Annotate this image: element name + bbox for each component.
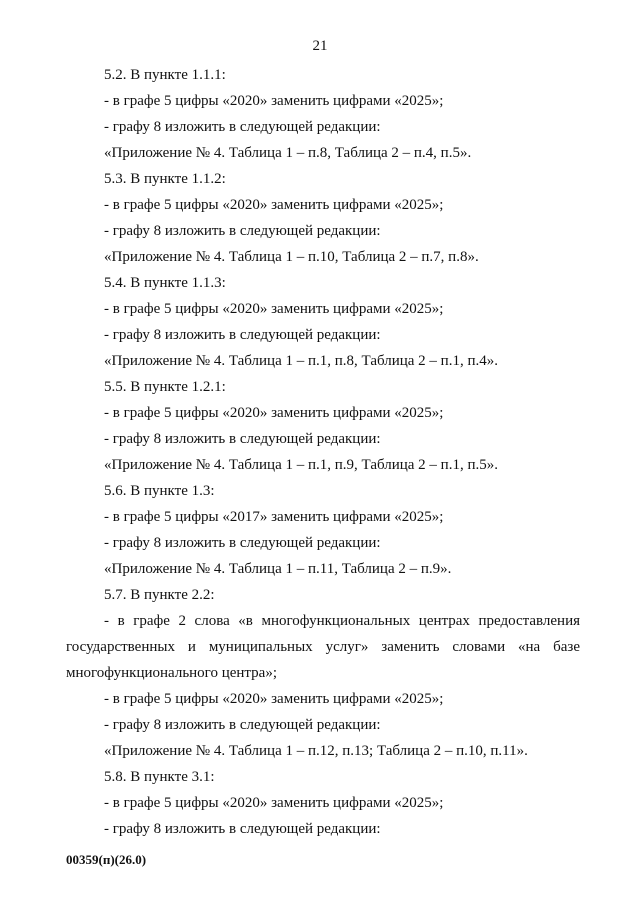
item-heading: 5.6. В пункте 1.3:: [104, 483, 215, 499]
list-item: - в графе 5 цифры «2020» заменить цифрами «2025»;: [104, 93, 444, 109]
quoted-reference: «Приложение № 4. Таблица 1 – п.11, Таблица 2 – п.9».: [104, 561, 452, 577]
paragraph-5-7-text: - в графе 2 слова «в многофункциональных центрах предоставления государственных и муниципальных услуг» заменить словами «на базе многофункционального центра»;: [66, 613, 580, 681]
quoted-reference: «Приложение № 4. Таблица 1 – п.10, Таблица 2 – п.7, п.8».: [104, 249, 479, 265]
quoted-reference: «Приложение № 4. Таблица 1 – п.12, п.13; Таблица 2 – п.10, п.11».: [104, 743, 528, 759]
list-item: - в графе 5 цифры «2020» заменить цифрами «2025»;: [104, 691, 444, 707]
list-item: - графу 8 изложить в следующей редакции:: [104, 119, 381, 135]
list-item: - графу 8 изложить в следующей редакции:: [104, 431, 381, 447]
list-item: - в графе 5 цифры «2020» заменить цифрами «2025»;: [104, 795, 444, 811]
list-item: - графу 8 изложить в следующей редакции:: [104, 717, 381, 733]
item-heading: 5.5. В пункте 1.2.1:: [104, 379, 226, 395]
list-item: - графу 8 изложить в следующей редакции:: [104, 327, 381, 343]
item-heading: 5.7. В пункте 2.2:: [104, 587, 215, 603]
document-code: 00359(п)(26.0): [66, 852, 147, 867]
list-item: - в графе 5 цифры «2017» заменить цифрами «2025»;: [104, 509, 444, 525]
list-item: - в графе 5 цифры «2020» заменить цифрами «2025»;: [104, 405, 444, 421]
item-heading: 5.3. В пункте 1.1.2:: [104, 171, 226, 187]
page-number: 21: [312, 38, 328, 54]
item-heading: 5.2. В пункте 1.1.1:: [104, 67, 226, 83]
item-heading: 5.8. В пункте 3.1:: [104, 769, 215, 785]
item-heading: 5.4. В пункте 1.1.3:: [104, 275, 226, 291]
list-item: - в графе 5 цифры «2020» заменить цифрами «2025»;: [104, 301, 444, 317]
document-body: [0, 62, 640, 842]
quoted-reference: «Приложение № 4. Таблица 1 – п.1, п.9, Таблица 2 – п.1, п.5».: [104, 457, 498, 473]
list-item: - в графе 5 цифры «2020» заменить цифрами «2025»;: [104, 197, 444, 213]
quoted-reference: «Приложение № 4. Таблица 1 – п.1, п.8, Таблица 2 – п.1, п.4».: [104, 353, 498, 369]
list-item: - графу 8 изложить в следующей редакции:: [104, 535, 381, 551]
list-item: - графу 8 изложить в следующей редакции:: [104, 821, 381, 837]
list-item: - графу 8 изложить в следующей редакции:: [104, 223, 381, 239]
quoted-reference: «Приложение № 4. Таблица 1 – п.8, Таблица 2 – п.4, п.5».: [104, 145, 472, 161]
